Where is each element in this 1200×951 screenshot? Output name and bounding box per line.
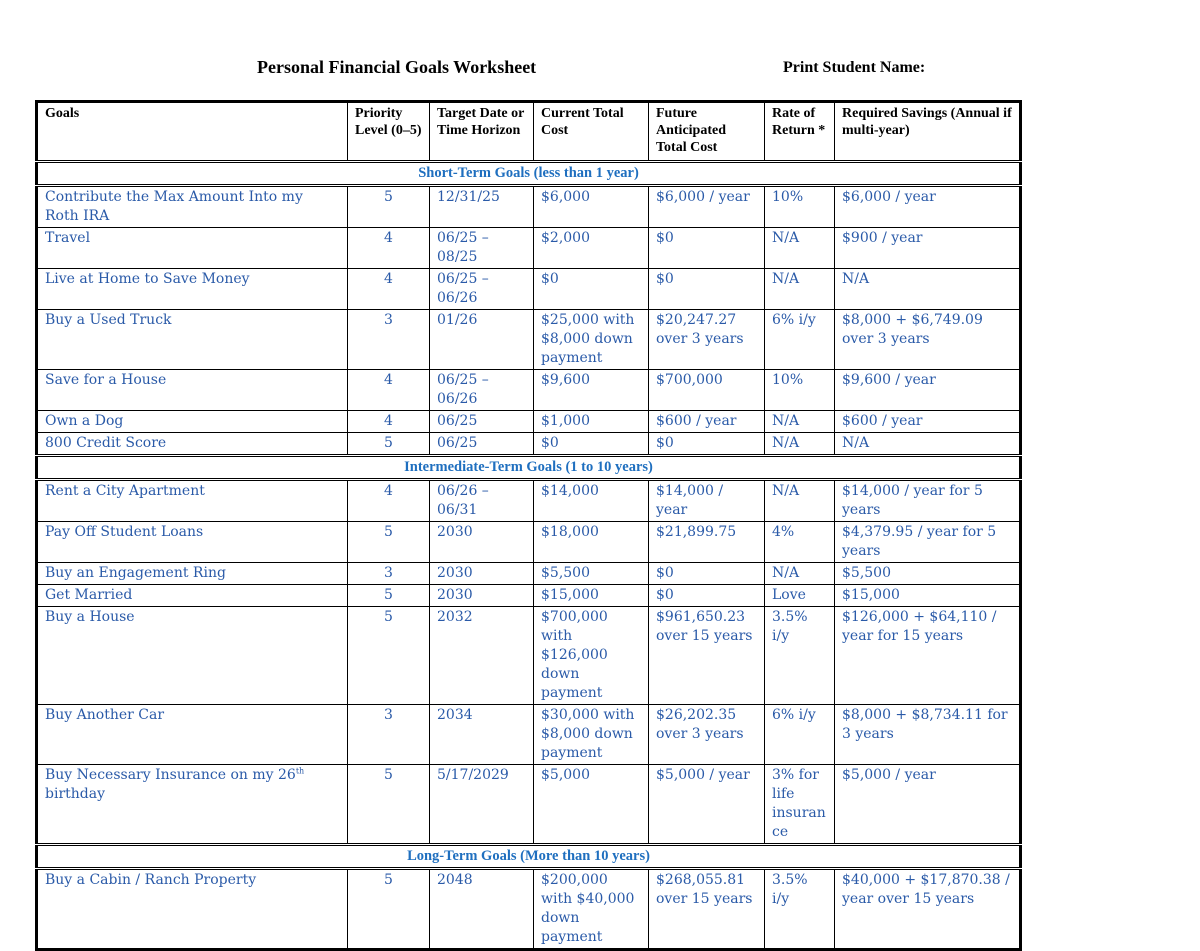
cell-rate: N/A (765, 411, 835, 433)
cell-future: $0 (649, 433, 765, 456)
student-name-label: Print Student Name: (783, 59, 926, 76)
cell-priority: 3 (348, 705, 430, 765)
section-header-row (37, 162, 1021, 186)
goal-superscript: th (295, 766, 305, 776)
cell-future: $21,899.75 (649, 522, 765, 563)
cell-required: $900 / year (835, 228, 1021, 269)
cell-target: 01/26 (430, 310, 534, 370)
cell-rate: N/A (765, 563, 835, 585)
cell-goal: Buy a Cabin / Ranch Property (37, 869, 348, 950)
cell-priority: 5 (348, 607, 430, 705)
table-body (37, 162, 1021, 950)
header-goals: Goals (37, 102, 348, 162)
cell-future: $0 (649, 585, 765, 607)
cell-goal: Pay Off Student Loans (37, 522, 348, 563)
table-row (37, 480, 1021, 522)
cell-future: $961,650.23 over 15 years (649, 607, 765, 705)
table-row (37, 310, 1021, 370)
cell-target: 06/26 – 06/31 (430, 480, 534, 522)
cell-required: $8,000 + $6,749.09 over 3 years (835, 310, 1021, 370)
header-current: Current Total Cost (534, 102, 649, 162)
cell-goal: Get Married (37, 585, 348, 607)
cell-current: $15,000 (534, 585, 649, 607)
cell-future: $700,000 (649, 370, 765, 411)
cell-goal: Contribute the Max Amount Into my Roth IRA (37, 186, 348, 228)
cell-target: 06/25 – 08/25 (430, 228, 534, 269)
cell-goal: Buy Another Car (37, 705, 348, 765)
cell-future: $5,000 / year (649, 765, 765, 845)
cell-target: 2030 (430, 563, 534, 585)
goal-text: Buy Necessary Insurance on my 26 (45, 767, 296, 783)
table-row (37, 869, 1021, 950)
cell-goal: Save for a House (37, 370, 348, 411)
table-row (37, 411, 1021, 433)
cell-future: $6,000 / year (649, 186, 765, 228)
table-row (37, 585, 1021, 607)
cell-goal: Rent a City Apartment (37, 480, 348, 522)
goals-table (35, 100, 1022, 951)
header-required: Required Savings (Annual if multi-year) (835, 102, 1021, 162)
cell-target: 2048 (430, 869, 534, 950)
cell-target: 2030 (430, 585, 534, 607)
cell-rate: N/A (765, 480, 835, 522)
section-header-row (37, 456, 1021, 480)
section-header-row (37, 845, 1021, 869)
cell-future: $20,247.27 over 3 years (649, 310, 765, 370)
section-title: Long-Term Goals (More than 10 years) (37, 845, 1021, 869)
cell-goal: 800 Credit Score (37, 433, 348, 456)
cell-target: 2030 (430, 522, 534, 563)
cell-current: $25,000 with $8,000 down payment (534, 310, 649, 370)
cell-goal: Buy a Used Truck (37, 310, 348, 370)
table-row (37, 433, 1021, 456)
cell-rate: 10% (765, 186, 835, 228)
table-row (37, 765, 1021, 845)
cell-current: $18,000 (534, 522, 649, 563)
cell-target: 06/25 (430, 433, 534, 456)
cell-future: $0 (649, 563, 765, 585)
cell-goal: Travel (37, 228, 348, 269)
cell-future: $268,055.81 over 15 years (649, 869, 765, 950)
cell-rate: N/A (765, 269, 835, 310)
cell-target: 06/25 (430, 411, 534, 433)
table-row (37, 607, 1021, 705)
cell-target: 5/17/2029 (430, 765, 534, 845)
cell-goal: Buy a House (37, 607, 348, 705)
cell-rate: 4% (765, 522, 835, 563)
cell-rate: 3% for life insuran ce (765, 765, 835, 845)
table-row (37, 563, 1021, 585)
cell-required: $5,500 (835, 563, 1021, 585)
cell-target: 12/31/25 (430, 186, 534, 228)
header-rate: Rate of Return * (765, 102, 835, 162)
cell-required: $14,000 / year for 5 years (835, 480, 1021, 522)
cell-current: $1,000 (534, 411, 649, 433)
cell-required: $6,000 / year (835, 186, 1021, 228)
header-priority: Priority Level (0–5) (348, 102, 430, 162)
table-row (37, 186, 1021, 228)
cell-required: $5,000 / year (835, 765, 1021, 845)
table-row (37, 370, 1021, 411)
section-title: Intermediate-Term Goals (1 to 10 years) (37, 456, 1021, 480)
cell-priority: 4 (348, 411, 430, 433)
cell-priority: 4 (348, 228, 430, 269)
cell-future: $0 (649, 228, 765, 269)
cell-goal (37, 765, 348, 845)
cell-required: $9,600 / year (835, 370, 1021, 411)
cell-required: $8,000 + $8,734.11 for 3 years (835, 705, 1021, 765)
cell-current: $700,000 with $126,000 down payment (534, 607, 649, 705)
cell-required: $600 / year (835, 411, 1021, 433)
cell-current: $5,000 (534, 765, 649, 845)
cell-current: $2,000 (534, 228, 649, 269)
header-future: Future Anticipated Total Cost (649, 102, 765, 162)
table-row (37, 705, 1021, 765)
cell-current: $0 (534, 269, 649, 310)
cell-priority: 5 (348, 522, 430, 563)
cell-priority: 5 (348, 765, 430, 845)
cell-rate: Love (765, 585, 835, 607)
cell-future: $600 / year (649, 411, 765, 433)
cell-rate: N/A (765, 433, 835, 456)
cell-rate: N/A (765, 228, 835, 269)
cell-required: $15,000 (835, 585, 1021, 607)
cell-priority: 5 (348, 186, 430, 228)
cell-goal: Buy an Engagement Ring (37, 563, 348, 585)
cell-required: $4,379.95 / year for 5 years (835, 522, 1021, 563)
cell-future: $14,000 / year (649, 480, 765, 522)
cell-goal: Own a Dog (37, 411, 348, 433)
cell-current: $14,000 (534, 480, 649, 522)
cell-priority: 3 (348, 310, 430, 370)
cell-priority: 4 (348, 269, 430, 310)
table-row (37, 269, 1021, 310)
cell-required: N/A (835, 433, 1021, 456)
worksheet-title: Personal Financial Goals Worksheet (257, 57, 537, 77)
table-row (37, 228, 1021, 269)
cell-rate: 6% i/y (765, 705, 835, 765)
cell-rate: 10% (765, 370, 835, 411)
cell-priority: 4 (348, 480, 430, 522)
cell-priority: 3 (348, 563, 430, 585)
cell-future: $0 (649, 269, 765, 310)
header-row (37, 102, 1021, 162)
cell-priority: 5 (348, 585, 430, 607)
cell-rate: 3.5% i/y (765, 869, 835, 950)
cell-current: $0 (534, 433, 649, 456)
section-title: Short-Term Goals (less than 1 year) (37, 162, 1021, 186)
cell-priority: 5 (348, 869, 430, 950)
cell-rate: 6% i/y (765, 310, 835, 370)
header-target: Target Date or Time Horizon (430, 102, 534, 162)
cell-rate: 3.5% i/y (765, 607, 835, 705)
cell-goal: Live at Home to Save Money (37, 269, 348, 310)
cell-target: 2032 (430, 607, 534, 705)
cell-current: $6,000 (534, 186, 649, 228)
cell-required: $126,000 + $64,110 / year for 15 years (835, 607, 1021, 705)
table-row (37, 522, 1021, 563)
cell-target: 06/25 – 06/26 (430, 269, 534, 310)
cell-future: $26,202.35 over 3 years (649, 705, 765, 765)
cell-target: 2034 (430, 705, 534, 765)
cell-current: $200,000 with $40,000 down payment (534, 869, 649, 950)
goal-text-after: birthday (45, 786, 105, 802)
cell-target: 06/25 – 06/26 (430, 370, 534, 411)
cell-priority: 4 (348, 370, 430, 411)
cell-required: N/A (835, 269, 1021, 310)
cell-required: $40,000 + $17,870.38 / year over 15 years (835, 869, 1021, 950)
cell-priority: 5 (348, 433, 430, 456)
cell-current: $5,500 (534, 563, 649, 585)
cell-current: $30,000 with $8,000 down payment (534, 705, 649, 765)
cell-current: $9,600 (534, 370, 649, 411)
